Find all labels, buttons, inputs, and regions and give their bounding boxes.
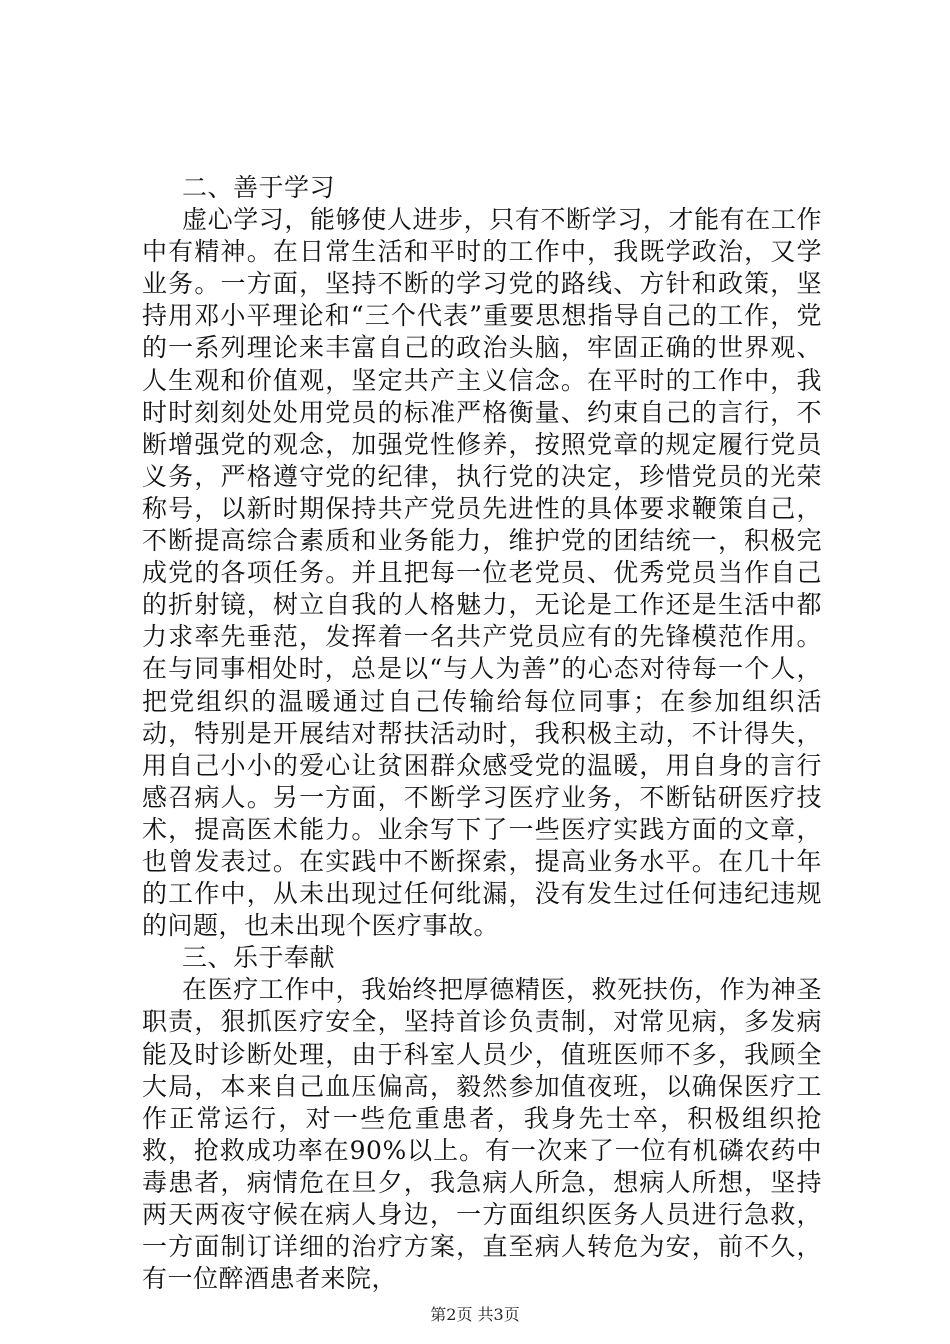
section-heading-dedication: 三、乐于奉献 [182, 943, 336, 973]
page-number-label: 第2页 共3页 [430, 1305, 520, 1324]
section-paragraph-dedication: 在医疗工作中，我始终把厚德精医，救死扶伤，作为神圣职责，狠抓医疗安全，坚持首诊负责制，对常见病，多发病能及时诊断处理，由于科室人员少，值班医师不多，我顾全大局，本来自己血压偏高，毅然参加值夜班，以确保医疗工作正常运行，对一些危重患者，我身先士卒，积极组织抢救，抢救成功率在90%以上。有一次来了一位有机磷农药中毒患者，病情危在旦夕，我急病人所急，想病人所想，坚持两天两夜守候在病人身边，一方面组织医务人员进行急救，一方面制订详细的治疗方案，直至病人转危为安，前不久，有一位醉酒患者来院， [142, 975, 822, 1294]
section-paragraph-study: 虚心学习，能够使人进步，只有不断学习，才能有在工作中有精神。在日常生活和平时的工作中，我既学政治，又学业务。一方面，坚持不断的学习党的路线、方针和政策，坚持用邓小平理论和“三个代表”重要思想指导自己的工作，党的一系列理论来丰富自己的政治头脑，牢固正确的世界观、人生观和价值观，坚定共产主义信念。在平时的工作中，我时时刻刻处处用党员的标准严格衡量、约束自己的言行，不断增强党的观念，加强党性修养，按照党章的规定履行党员义务，严格遵守党的纪律，执行党的决定，珍惜党员的光荣称号，以新时期保持共产党员先进性的具体要求鞭策自己，不断提高综合素质和业务能力，维护党的团结统一，积极完成党的各项任务。并且把每一位老党员、优秀党员当作自己的折射镜，树立自我的人格魅力，无论是工作还是生活中都力求率先垂范，发挥着一名共产党员应有的先锋模范作用。在与同事相处时，总是以“与人为善”的心态对待每一个人，把党组织的温暖通过自己传输给每位同事；在参加组织活动，特别是开展结对帮扶活动时，我积极主动，不计得失，用自己小小的爱心让贫困群众感受党的温暖，用自身的言行感召病人。另一方面，不断学习医疗业务，不断钻研医疗技术，提高医术能力。业余写下了一些医疗实践方面的文章，也曾发表过。在实践中不断探索，提高业务水平。在几十年的工作中，从未出现过任何纰漏，没有发生过任何违纪违规的问题，也未出现个医疗事故。 [142, 205, 822, 941]
document-body [142, 172, 822, 1295]
section-heading-study: 二、善于学习 [182, 173, 336, 202]
page-footer [0, 1302, 950, 1325]
